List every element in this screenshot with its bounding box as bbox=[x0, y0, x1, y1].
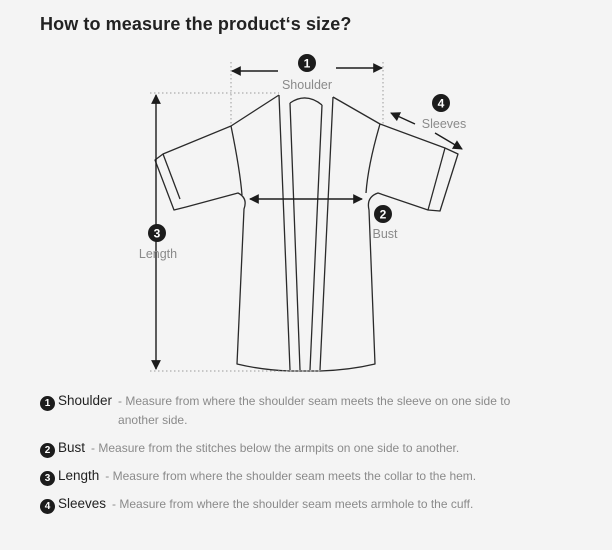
shoulder-number-badge: 1 bbox=[40, 396, 55, 411]
shoulder-label: Shoulder bbox=[281, 78, 333, 92]
sleeves-label: Sleeves bbox=[421, 117, 467, 131]
garment-outline bbox=[155, 95, 458, 371]
measure-arrows bbox=[153, 68, 462, 369]
sleeves-badge-number: 4 bbox=[437, 96, 445, 111]
legend-description: - Measure from where the shoulder seam meets the collar to the hem. bbox=[105, 469, 477, 483]
legend-term: Length bbox=[58, 468, 100, 483]
measurement-legend bbox=[40, 392, 580, 523]
sleeves-marker bbox=[422, 94, 466, 131]
sleeves-arrow-end bbox=[435, 133, 462, 149]
shoulder-badge-number: 1 bbox=[303, 56, 311, 71]
legend-item-sleeves bbox=[40, 495, 580, 514]
legend-term: Shoulder bbox=[58, 393, 113, 408]
kimono-garment bbox=[155, 95, 458, 371]
legend-term: Bust bbox=[58, 440, 86, 455]
neckline bbox=[290, 98, 322, 105]
length-marker bbox=[139, 224, 177, 261]
right-cuff-line bbox=[428, 148, 445, 210]
page-title: How to measure the product‘s size? bbox=[40, 14, 352, 34]
right-collar bbox=[310, 97, 333, 370]
guide-lines bbox=[150, 62, 383, 371]
left-collar bbox=[279, 95, 300, 370]
length-badge-number: 3 bbox=[153, 226, 161, 241]
bust-label: Bust bbox=[372, 227, 398, 241]
length-number-badge: 3 bbox=[40, 471, 55, 486]
bust-badge-number: 2 bbox=[379, 207, 387, 222]
bust-number-badge: 2 bbox=[40, 443, 55, 458]
legend-item-bust bbox=[40, 439, 580, 458]
legend-term: Sleeves bbox=[58, 496, 107, 511]
legend-description: - Measure from the stitches below the armpits on one side to another. bbox=[91, 441, 460, 455]
legend-item-length bbox=[40, 467, 580, 486]
bust-marker bbox=[372, 205, 398, 241]
left-cuff-line bbox=[163, 154, 180, 199]
legend-description: - Measure from where the shoulder seam meets armhole to the cuff. bbox=[112, 497, 474, 511]
left-armhole-seam bbox=[231, 126, 242, 195]
length-label: Length bbox=[138, 247, 178, 261]
sleeves-number-badge: 4 bbox=[40, 499, 55, 514]
right-armhole-seam bbox=[366, 124, 380, 193]
legend-description: - Measure from where the shoulder seam meets the sleeve on one side to another side. bbox=[118, 394, 511, 427]
legend-item-shoulder bbox=[40, 392, 580, 430]
shoulder-marker bbox=[282, 54, 332, 92]
sleeves-arrow-start bbox=[391, 113, 415, 124]
